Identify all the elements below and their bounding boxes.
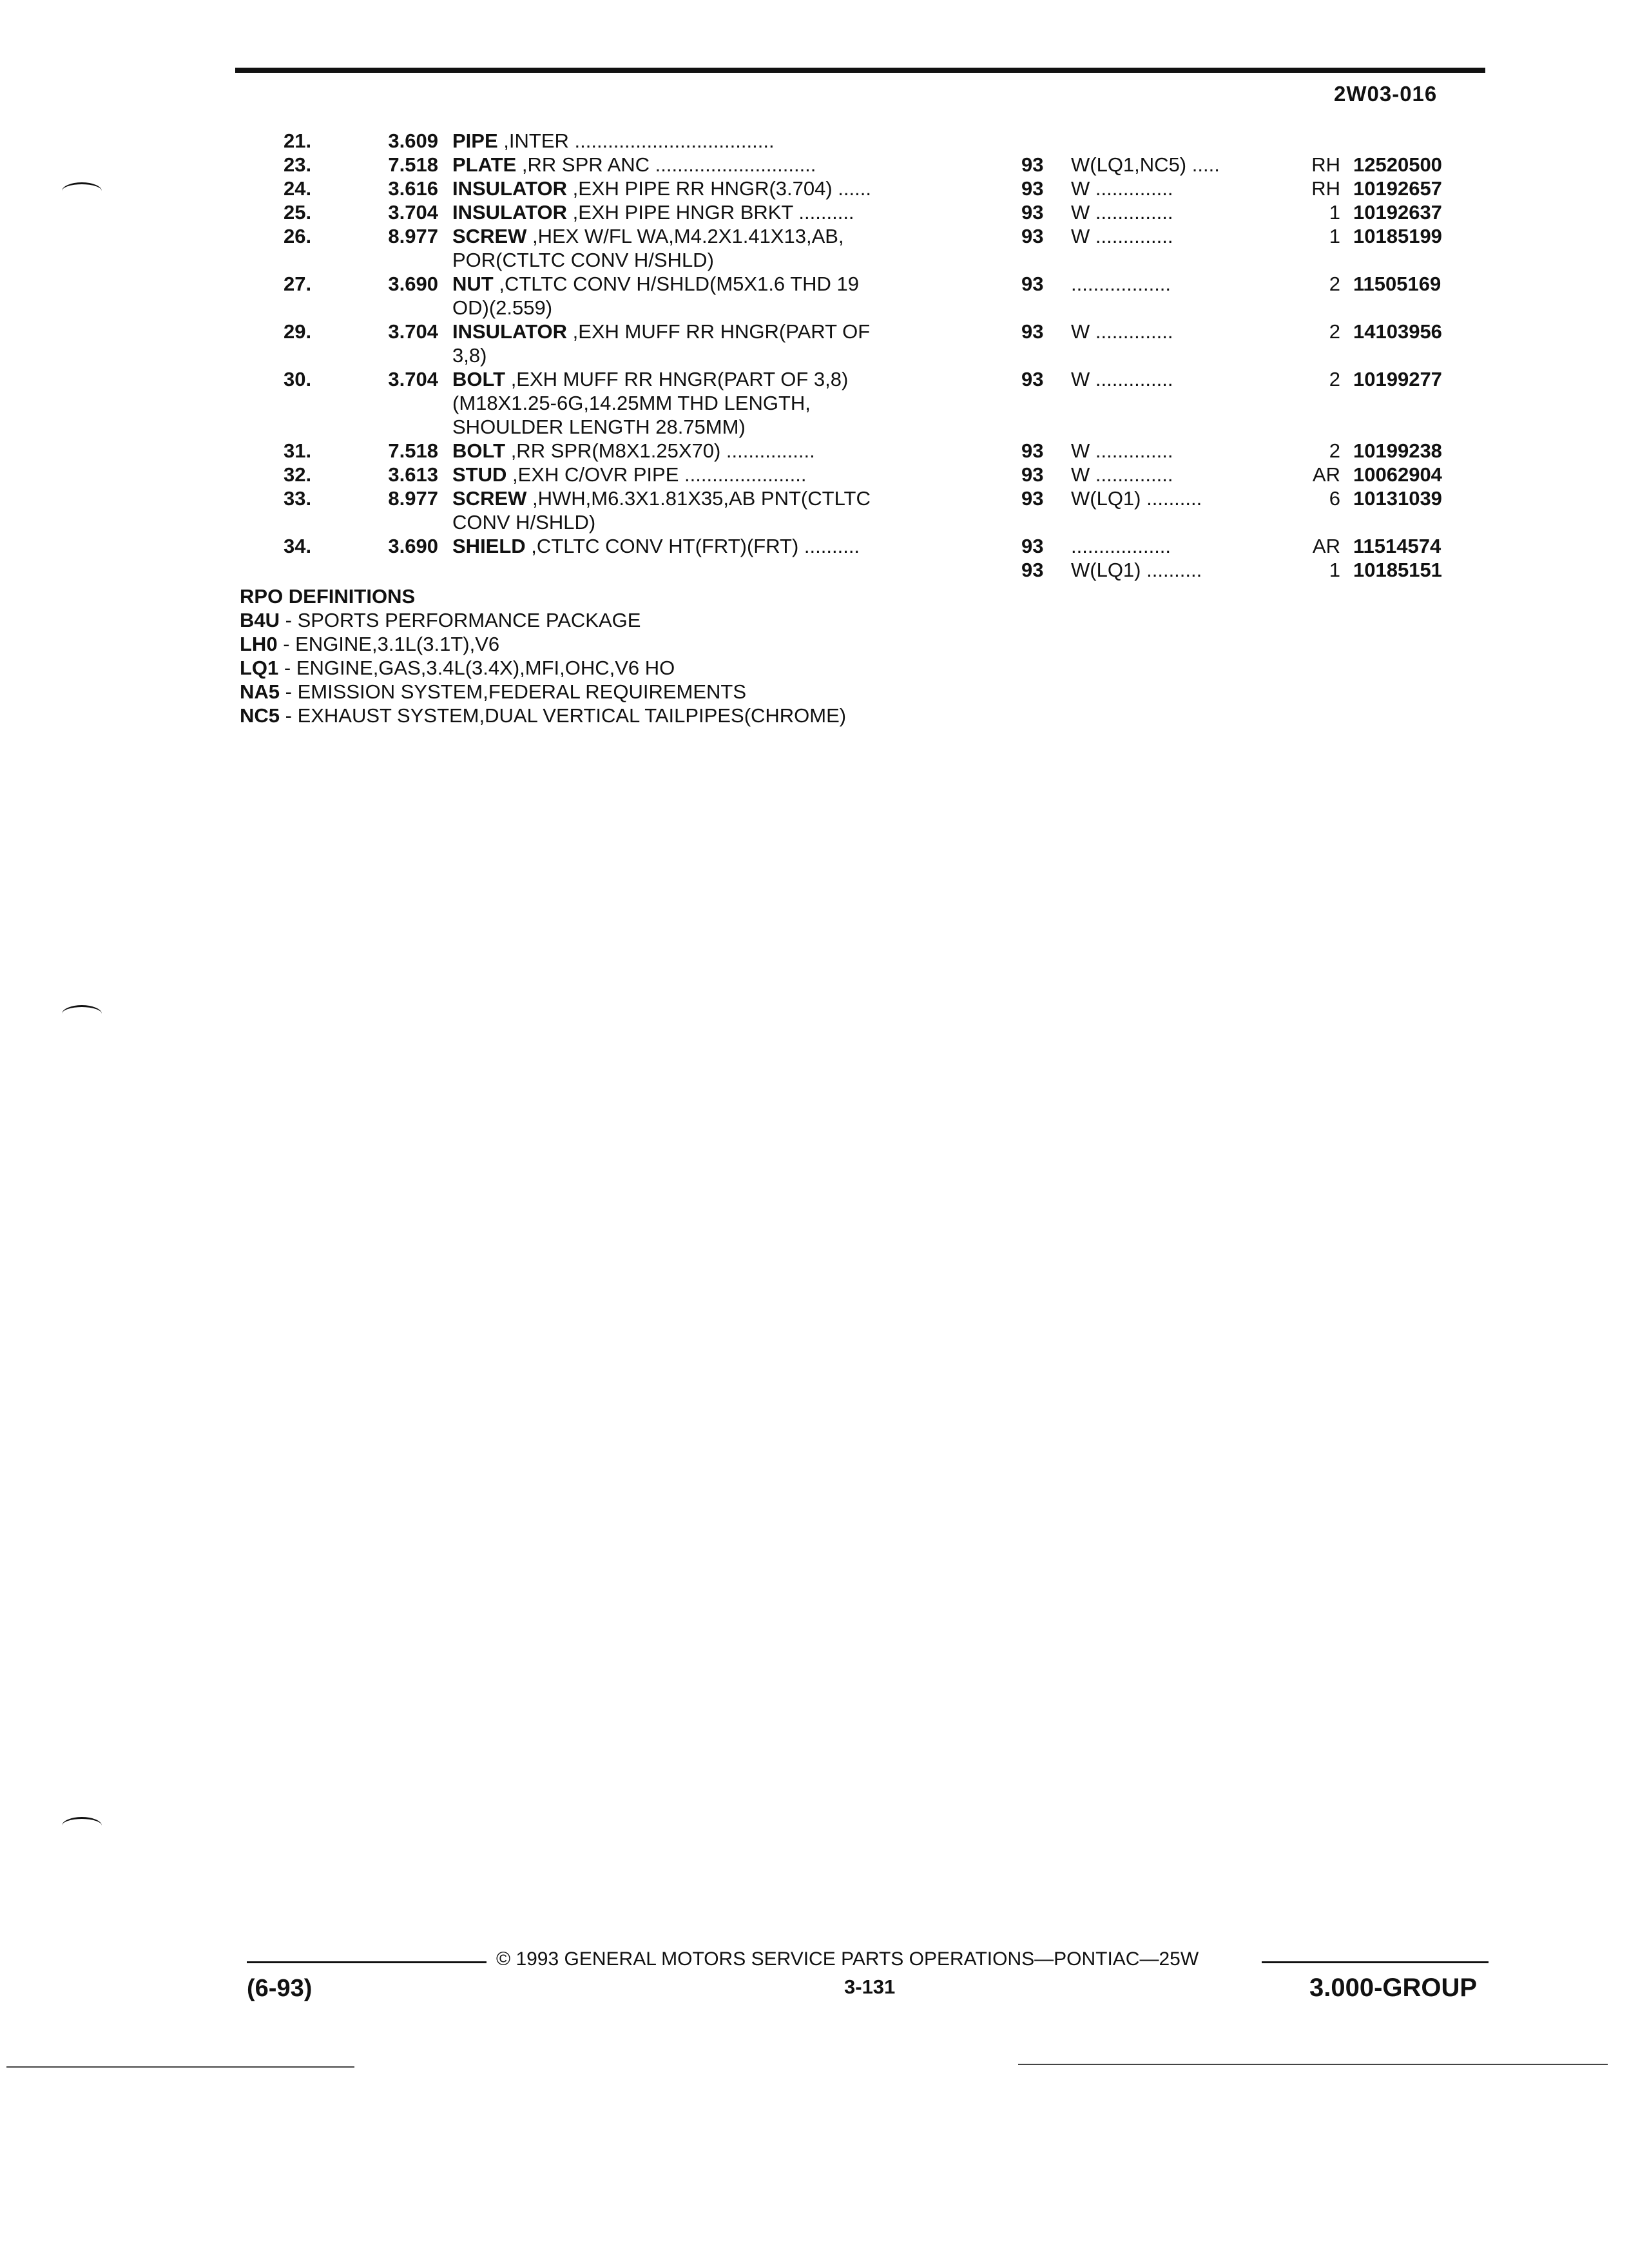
group-number: 3.613 xyxy=(388,463,438,486)
part-name: STUD xyxy=(452,463,507,486)
rpo-code: NA5 xyxy=(240,680,280,703)
quantity: 1 xyxy=(1329,559,1340,581)
part-name: PIPE xyxy=(452,130,498,152)
scan-edge-line xyxy=(1018,2064,1608,2065)
part-row xyxy=(258,534,1485,581)
part-number: 10199238 xyxy=(1353,439,1442,462)
usage-code: W(LQ1,NC5) ..... xyxy=(1071,153,1220,176)
part-description xyxy=(452,200,981,224)
part-detail: ,EXH MUFF RR HNGR(PART OF 3,8) (M18X1.25-6G,14.25MM THD LENGTH, SHOULDER LENGTH 28.75MM) xyxy=(452,368,849,438)
part-number: 10192637 xyxy=(1353,201,1442,224)
part-number: 10185199 xyxy=(1353,225,1442,247)
usage-code: W .............. xyxy=(1071,201,1173,224)
group-number: 7.518 xyxy=(388,439,438,462)
part-name: INSULATOR xyxy=(452,320,567,343)
part-number: 11505169 xyxy=(1353,273,1441,295)
quantity: 6 xyxy=(1329,487,1340,510)
item-number: 25. xyxy=(284,201,312,224)
item-number: 34. xyxy=(284,535,312,557)
quantity: 2 xyxy=(1329,439,1340,462)
part-name: NUT xyxy=(452,273,494,295)
part-description xyxy=(452,129,981,153)
group-number: 7.518 xyxy=(388,153,438,176)
part-detail: ,HWH,M6.3X1.81X35,AB PNT(CTLTC CONV H/SHLD) xyxy=(452,487,871,533)
model-year: 93 xyxy=(1021,320,1044,343)
part-number: 10131039 xyxy=(1353,487,1442,510)
quantity: AR xyxy=(1312,535,1340,557)
model-year: 93 xyxy=(1021,225,1044,247)
part-description xyxy=(452,439,981,463)
part-name: INSULATOR xyxy=(452,177,567,200)
part-number: 12520500 xyxy=(1353,153,1442,176)
rpo-definitions xyxy=(240,584,846,727)
part-description xyxy=(452,153,981,177)
item-number: 31. xyxy=(284,439,312,462)
quantity: 2 xyxy=(1329,273,1340,295)
group-number: 3.690 xyxy=(388,535,438,557)
quantity: 2 xyxy=(1329,368,1340,390)
footer-rule-left xyxy=(247,1961,487,1963)
rpo-text: - SPORTS PERFORMANCE PACKAGE xyxy=(280,609,641,631)
usage-code: .................. xyxy=(1071,535,1171,557)
model-year: 93 xyxy=(1021,273,1044,295)
binder-hole-mark xyxy=(62,1817,102,1834)
scan-edge-line xyxy=(6,2066,354,2068)
rpo-text: - ENGINE,3.1L(3.1T),V6 xyxy=(277,633,500,655)
part-description xyxy=(452,367,981,439)
item-number: 30. xyxy=(284,368,312,390)
rpo-item xyxy=(240,632,846,656)
group-number: 3.704 xyxy=(388,368,438,390)
item-number: 32. xyxy=(284,463,312,486)
part-name: BOLT xyxy=(452,439,506,462)
model-year: 93 xyxy=(1021,368,1044,390)
part-name: PLATE xyxy=(452,153,517,176)
binder-hole-mark xyxy=(62,182,102,200)
model-year: 93 xyxy=(1021,201,1044,224)
usage-code: .................. xyxy=(1071,273,1171,295)
model-year: 93 xyxy=(1021,439,1044,462)
rpo-text: - ENGINE,GAS,3.4L(3.4X),MFI,OHC,V6 HO xyxy=(278,657,675,679)
part-number: 11514574 xyxy=(1353,535,1441,557)
footer-rule-right xyxy=(1262,1961,1489,1963)
usage-code: W .............. xyxy=(1071,177,1173,200)
part-number: 10199277 xyxy=(1353,368,1442,390)
part-number: 10185151 xyxy=(1353,559,1442,581)
part-name: SHIELD xyxy=(452,535,526,557)
usage-code: W(LQ1) .......... xyxy=(1071,559,1202,581)
part-detail: ,CTLTC CONV HT(FRT)(FRT) .......... xyxy=(525,535,860,557)
footer-group: 3.000-GROUP xyxy=(1309,1974,1478,2002)
part-detail: ,RR SPR ANC ............................. xyxy=(516,153,816,176)
part-detail: ,EXH C/OVR PIPE ...................... xyxy=(506,463,807,486)
rpo-text: - EXHAUST SYSTEM,DUAL VERTICAL TAILPIPES(CHROME) xyxy=(280,704,847,727)
group-number: 3.690 xyxy=(388,273,438,295)
quantity: RH xyxy=(1311,153,1340,176)
part-description xyxy=(452,224,981,272)
group-number: 3.704 xyxy=(388,320,438,343)
part-description xyxy=(452,463,981,486)
rpo-item xyxy=(240,680,846,704)
part-detail: ,EXH PIPE RR HNGR(3.704) ...... xyxy=(566,177,871,200)
part-detail: ,EXH MUFF RR HNGR(PART OF 3,8) xyxy=(452,320,871,367)
part-detail: ,INTER .................................... xyxy=(497,130,775,152)
top-rule xyxy=(235,68,1485,73)
usage-code: W .............. xyxy=(1071,463,1173,486)
rpo-item xyxy=(240,704,846,727)
part-number: 14103956 xyxy=(1353,320,1442,343)
rpo-item xyxy=(240,608,846,632)
rpo-code: LQ1 xyxy=(240,657,279,679)
part-number: 10192657 xyxy=(1353,177,1442,200)
footer-page-number: 3-131 xyxy=(844,1975,896,1998)
part-description xyxy=(452,177,981,200)
item-number: 21. xyxy=(284,130,312,152)
parts-list xyxy=(258,129,1485,581)
group-number: 3.616 xyxy=(388,177,438,200)
item-number: 24. xyxy=(284,177,312,200)
group-number: 8.977 xyxy=(388,225,438,247)
part-name: BOLT xyxy=(452,368,506,390)
usage-code: W .............. xyxy=(1071,439,1173,462)
part-description xyxy=(452,272,981,320)
group-number: 3.609 xyxy=(388,130,438,152)
part-name: INSULATOR xyxy=(452,201,567,224)
part-detail: ,CTLTC CONV H/SHLD(M5X1.6 THD 19 OD)(2.559) xyxy=(452,273,860,319)
model-year: 93 xyxy=(1021,559,1044,581)
rpo-code: NC5 xyxy=(240,704,280,727)
quantity: 1 xyxy=(1329,201,1340,224)
rpo-item xyxy=(240,656,846,680)
part-description xyxy=(452,320,981,367)
part-number: 10062904 xyxy=(1353,463,1442,486)
model-year: 93 xyxy=(1021,463,1044,486)
footer-copyright: © 1993 GENERAL MOTORS SERVICE PARTS OPERATIONS—PONTIAC—25W xyxy=(496,1948,1199,1970)
quantity: AR xyxy=(1312,463,1340,486)
rpo-text: - EMISSION SYSTEM,FEDERAL REQUIREMENTS xyxy=(280,680,747,703)
rpo-code: LH0 xyxy=(240,633,278,655)
model-year: 93 xyxy=(1021,177,1044,200)
item-number: 27. xyxy=(284,273,312,295)
usage-code: W .............. xyxy=(1071,368,1173,390)
usage-code: W .............. xyxy=(1071,320,1173,343)
item-number: 23. xyxy=(284,153,312,176)
model-year: 93 xyxy=(1021,535,1044,557)
quantity: 2 xyxy=(1329,320,1340,343)
group-number: 8.977 xyxy=(388,487,438,510)
item-number: 26. xyxy=(284,225,312,247)
model-year: 93 xyxy=(1021,487,1044,510)
part-name: SCREW xyxy=(452,487,527,510)
part-description xyxy=(452,486,981,534)
part-detail: ,EXH PIPE HNGR BRKT .......... xyxy=(566,201,854,224)
part-name: SCREW xyxy=(452,225,527,247)
footer-date: (6-93) xyxy=(247,1975,313,2002)
rpo-heading: RPO DEFINITIONS xyxy=(240,585,416,608)
part-detail: ,RR SPR(M8X1.25X70) ................ xyxy=(505,439,815,462)
item-number: 29. xyxy=(284,320,312,343)
item-number: 33. xyxy=(284,487,312,510)
usage-code: W .............. xyxy=(1071,225,1173,247)
usage-code: W(LQ1) .......... xyxy=(1071,487,1202,510)
rpo-code: B4U xyxy=(240,609,280,631)
page-code: 2W03-016 xyxy=(1334,82,1438,106)
binder-hole-mark xyxy=(62,1005,102,1023)
quantity: 1 xyxy=(1329,225,1340,247)
part-description xyxy=(452,534,981,558)
group-number: 3.704 xyxy=(388,201,438,224)
quantity: RH xyxy=(1311,177,1340,200)
part-detail: ,HEX W/FL WA,M4.2X1.41X13,AB, POR(CTLTC CONV H/SHLD) xyxy=(452,225,844,271)
model-year: 93 xyxy=(1021,153,1044,176)
